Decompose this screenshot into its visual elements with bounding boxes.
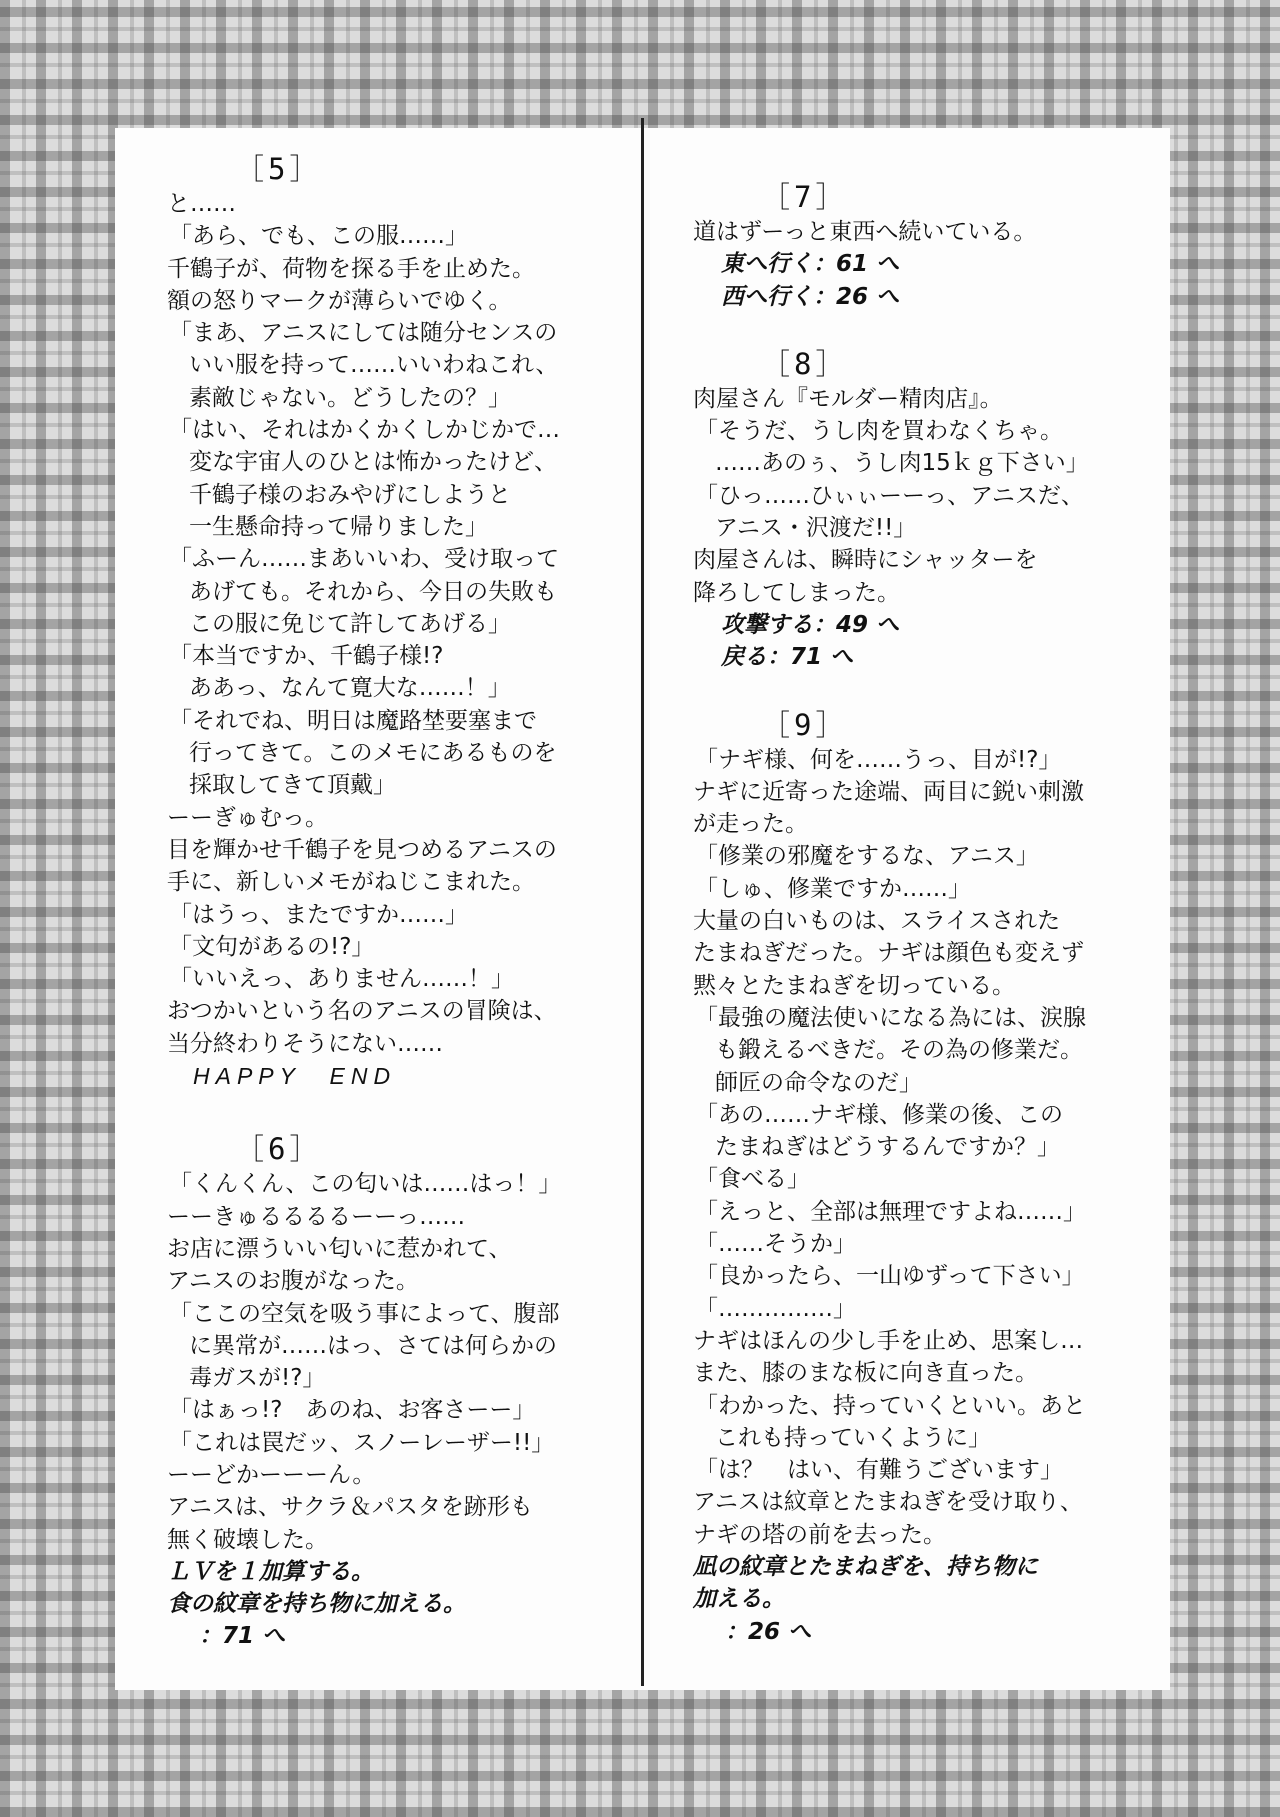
text-line: 大量の白いものは、スライスされた	[693, 908, 1061, 935]
text-line: これも持っていくように」	[715, 1424, 991, 1451]
text-line: ーーどかーーーん。	[167, 1461, 376, 1488]
section-body	[693, 383, 1148, 674]
column-divider	[641, 118, 644, 1686]
section-heading: ［5］	[235, 152, 323, 186]
text-line: 道はずーっと東西へ続いている。	[693, 219, 1037, 245]
choice-link[interactable]: ：26 へ	[725, 1618, 812, 1645]
text-line: 「それでね、明日は魔路埜要塞まで	[169, 707, 537, 734]
text-line: この服に免じて許してあげる」	[189, 610, 511, 637]
text-line: いい服を持って……いいわねこれ、	[189, 352, 559, 379]
text-line: 「はうっ、またですか……」	[169, 901, 468, 928]
text-line: 「あら、でも、この服……」	[169, 223, 468, 250]
text-line: お店に漂ういい匂いに惹かれて、	[167, 1235, 512, 1262]
text-line: 「最強の魔法使いになる為には、涙腺	[695, 1004, 1086, 1031]
section-body	[167, 188, 622, 1092]
section-5	[167, 152, 622, 1092]
section-heading: ［6］	[235, 1132, 323, 1167]
text-line: アニスは紋章とたまねぎを受け取り、	[693, 1489, 1083, 1516]
text-line: 採取してきて頂戴」	[189, 772, 396, 799]
section-7	[693, 180, 1148, 313]
choice-link[interactable]: ：71 へ	[199, 1623, 286, 1650]
text-line: 「えっと、全部は無理ですよね……」	[695, 1198, 1086, 1225]
text-line: 千鶴子様のおみやげにしようと	[189, 481, 511, 508]
text-line: 肉屋さん『モルダー精肉店』。	[693, 385, 1003, 412]
text-line: 「ナギ様、何を……うっ、目が!?」	[695, 746, 1062, 773]
text-line: 「修業の邪魔をするな、アニス」	[695, 843, 1039, 870]
text-line: 降ろしてしまった。	[693, 579, 900, 606]
text-line: 「まあ、アニスにしては随分センスの	[169, 320, 558, 347]
text-line: おつかいという名のアニスの冒険は、	[167, 998, 557, 1025]
text-line: 変な宇宙人のひとは怖かったけど、	[189, 449, 557, 476]
choice-link[interactable]: 東へ行く：61 へ	[721, 251, 900, 278]
happy-end-label: HAPPY END	[193, 1063, 397, 1090]
text-line: 「わかった、持っていくといい。あと	[695, 1392, 1086, 1419]
section-body	[693, 744, 1148, 1648]
text-line: と……	[167, 191, 236, 217]
text-line: 「ここの空気を吸う事によって、腹部	[169, 1300, 560, 1327]
text-line: 「文句があるの!?」	[169, 933, 375, 960]
text-line: 当分終わりそうにない……	[167, 1030, 443, 1057]
text-line: ナギに近寄った途端、両目に鋭い刺激	[693, 778, 1084, 805]
text-line: 「そうだ、うし肉を買わなくちゃ。	[695, 418, 1063, 445]
text-line: 目を輝かせ千鶴子を見つめるアニスの	[167, 836, 557, 863]
section-heading: ［8］	[761, 346, 849, 381]
text-line: 「は？ はい、有難うございます」	[695, 1457, 1063, 1484]
text-line: 無く破壊した。	[167, 1526, 328, 1553]
text-line: 「食べる」	[695, 1166, 810, 1193]
text-line: ーーきゅるるるるーーっ……	[167, 1203, 466, 1230]
instruction-line: 食の紋章を持ち物に加える。	[167, 1591, 466, 1618]
instruction-line: 凪の紋章とたまねぎを、持ち物に	[693, 1553, 1038, 1580]
text-line: たまねぎだった。ナギは顔色も変えず	[693, 940, 1084, 967]
section-heading: ［9］	[761, 707, 849, 742]
choice-link[interactable]: 西へ行く：26 へ	[721, 283, 900, 310]
text-line: アニスは、サクラ＆パスタを跡形も	[167, 1494, 533, 1521]
section-6	[167, 1132, 622, 1652]
text-line: 「はい、それはかくかくしかじかで…	[169, 417, 560, 444]
text-line: ……あのぅ、うし肉15ｋｇ下さい」	[715, 450, 1089, 477]
text-line: 肉屋さんは、瞬時にシャッターを	[693, 547, 1038, 574]
text-line: アニス・沢渡だ!!」	[715, 515, 917, 542]
section-heading: ［7］	[761, 180, 849, 214]
left-column	[167, 152, 622, 1653]
instruction-line: 加える。	[693, 1586, 785, 1613]
text-line: 「……そうか」	[695, 1231, 856, 1258]
text-line: 「本当ですか、千鶴子様!?	[169, 643, 444, 670]
text-line: 「くんくん、この匂いは……はっ！」	[169, 1171, 562, 1198]
text-line: 行ってきて。このメモにあるものを	[189, 740, 557, 767]
text-line: 「ふーん……まあいいわ、受け取って	[169, 546, 560, 573]
text-line: 千鶴子が、荷物を探る手を止めた。	[167, 255, 535, 282]
text-line: 額の怒りマークが薄らいでゆく。	[167, 287, 512, 314]
text-line: 一生懸命持って帰りました」	[189, 513, 488, 540]
text-line: 師匠の命令なのだ」	[715, 1069, 922, 1096]
section-body	[693, 216, 1148, 313]
choice-link[interactable]: 攻撃する：49 へ	[721, 611, 900, 638]
text-line: ああっ、なんて寛大な……！」	[189, 675, 511, 702]
text-line: に異常が……はっ、さては何らかの	[189, 1332, 557, 1359]
text-line: 「……………」	[695, 1295, 856, 1322]
text-line: も鍛えるべきだ。その為の修業だ。	[715, 1037, 1083, 1064]
text-line: ナギはほんの少し手を止め、思案し…	[693, 1327, 1084, 1354]
text-line: 黙々とたまねぎを切っている。	[693, 972, 1015, 999]
text-line: 手に、新しいメモがねじこまれた。	[167, 869, 535, 896]
section-body	[167, 1168, 622, 1652]
text-line: 「しゅ、修業ですか……」	[695, 875, 971, 902]
section-9	[693, 708, 1148, 1648]
text-line: 「はぁっ!? あのね、お客さーー」	[169, 1397, 536, 1424]
text-line: 「ひっ……ひぃぃーーっ、アニスだ、	[695, 482, 1084, 509]
text-line: アニスのお腹がなった。	[167, 1268, 419, 1295]
text-line: 「あの……ナギ様、修業の後、この	[695, 1101, 1063, 1128]
text-line: 「これは罠だッ、スノーレーザー!!」	[169, 1429, 555, 1456]
text-line: あげても。それから、今日の失敗も	[189, 578, 557, 605]
right-column	[693, 180, 1148, 1648]
choice-link[interactable]: 戻る：71 へ	[721, 644, 854, 671]
text-line: ナギの塔の前を去った。	[693, 1521, 946, 1548]
text-line: 毒ガスが!?」	[189, 1365, 326, 1392]
text-line: ーーぎゅむっ。	[167, 804, 328, 831]
text-line: 素敵じゃない。どうしたの？」	[189, 384, 511, 411]
instruction-line: ＬＶを１加算する。	[167, 1558, 374, 1585]
text-line: 「良かったら、一山ゆずって下さい」	[695, 1263, 1085, 1290]
text-line: 「いいえっ、ありません……！」	[169, 966, 514, 993]
text-line: また、膝のまな板に向き直った。	[693, 1360, 1038, 1387]
section-8	[693, 347, 1148, 674]
text-line: たまねぎはどうするんですか？」	[715, 1134, 1060, 1161]
text-line: が走った。	[693, 811, 808, 838]
